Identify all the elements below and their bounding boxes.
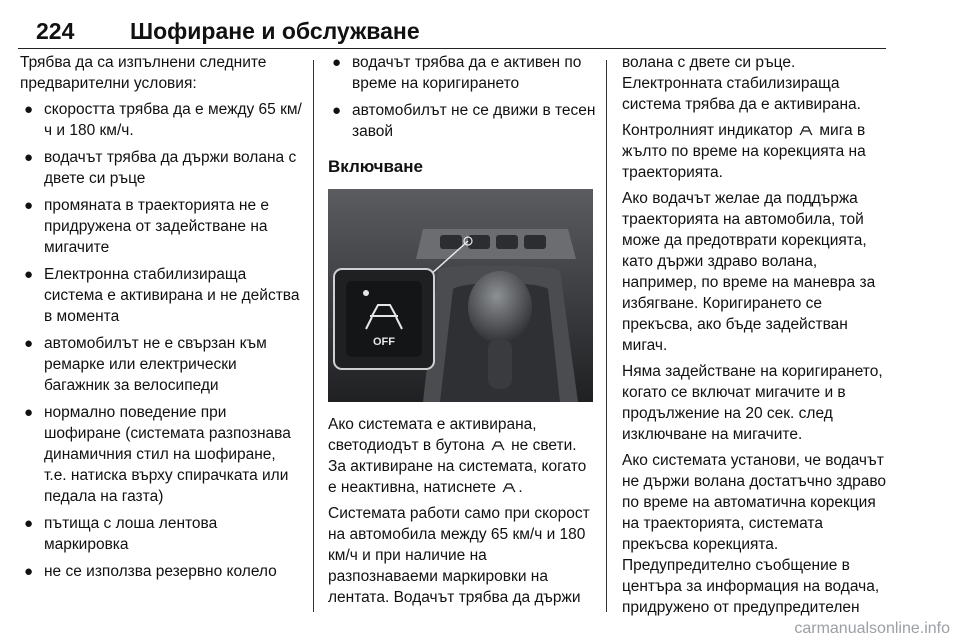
list-item — [20, 264, 302, 327]
section-heading: Включване — [328, 157, 423, 176]
watermark: carmanualsonline.info — [794, 620, 950, 637]
bullet-icon: ● — [24, 404, 34, 421]
list-item — [20, 513, 302, 555]
bullet-icon: ● — [24, 515, 34, 532]
page-number: 224 — [36, 18, 75, 44]
intro-paragraph: Трябва да са изпълнени следните предварителни условия: — [20, 54, 267, 92]
list-item — [328, 52, 598, 94]
conditions-list-continued — [328, 52, 598, 142]
bullet-icon: ● — [24, 266, 34, 283]
bullet-icon: ● — [24, 197, 34, 214]
list-item-text: нормално поведение при шофиране (системата разпознава динамичния стил на шофиране, т.е. натиска върху спирачката или педала на газта) — [44, 404, 291, 505]
column-3 — [622, 52, 888, 623]
center-console-illustration — [328, 189, 593, 402]
list-item — [20, 561, 302, 582]
list-item — [20, 195, 302, 258]
list-item-text: пътища с лоша лентова маркировка — [44, 515, 218, 553]
list-item-text: водачът трябва да държи волана с двете си ръце — [44, 149, 297, 187]
column-1 — [20, 52, 302, 588]
page-title: Шофиране и обслужване — [130, 18, 420, 44]
list-item — [328, 100, 598, 142]
paragraph-indicator — [622, 120, 888, 183]
list-item-text: Електронна стабилизираща система е активирана и не действа в момента — [44, 266, 300, 325]
paragraph-hands: волана с двете си ръце. Електронната стабилизираща система трябва да е активирана. — [622, 54, 861, 113]
list-item-text: промяната в траекторията не е придружена от задействане на мигачите — [44, 197, 270, 256]
list-item-text: водачът трябва да е активен по време на коригирането — [352, 54, 582, 92]
column-divider — [606, 60, 607, 612]
lane-keep-indicator-icon — [799, 124, 813, 136]
list-item — [20, 333, 302, 396]
paragraph-override: Ако водачът желае да поддържа траекторията на автомобила, той може да предотврати корекцията, като държи здраво волана, например, по време на маневра за избягване. Коригирането се прекъсва, ако бъде задействан мигач. — [622, 190, 876, 354]
column-divider — [313, 60, 314, 612]
paragraph-activation — [328, 414, 598, 498]
column-2 — [328, 52, 598, 613]
list-item — [20, 402, 302, 507]
lane-keep-assist-icon — [491, 439, 505, 451]
paragraph-text: . — [518, 479, 523, 496]
bullet-icon: ● — [24, 149, 34, 166]
paragraph-text: Контролният индикатор — [622, 122, 793, 139]
list-item-text: автомобилът не се движи в тесен завой — [352, 102, 596, 140]
list-item-text: автомобилът не е свързан към ремарке или електрически багажник за велосипеди — [44, 335, 267, 394]
paragraph-text: мига в жълто по време на корекцията на траекторията. — [622, 122, 866, 181]
list-item — [20, 99, 302, 141]
bullet-icon: ● — [332, 102, 342, 119]
bullet-icon: ● — [24, 335, 34, 352]
conditions-list — [20, 99, 302, 582]
list-item-text: скоростта трябва да е между 65 км/ч и 180 км/ч. — [44, 101, 302, 139]
lane-keep-assist-icon — [502, 481, 516, 493]
paragraph-speed: Системата работи само при скорост на автомобила между 65 км/ч и 180 км/ч и при наличие на разпознаваеми маркировки на лентата. Водачът трябва да държи — [328, 505, 590, 606]
bullet-icon: ● — [24, 563, 34, 580]
bullet-icon: ● — [24, 101, 34, 118]
list-item-text: не се използва резервно колело — [44, 563, 277, 580]
bullet-icon: ● — [332, 54, 342, 71]
list-item — [20, 147, 302, 189]
off-label: OFF — [373, 336, 395, 348]
paragraph-turn-signals: Няма задействане на коригирането, когато се включат мигачите и в продължение на 20 сек. след изключване на мигачите. — [622, 363, 883, 443]
page-header — [18, 14, 886, 49]
console-figure — [328, 189, 593, 402]
paragraph-text: не свети. За активиране на системата, когато е неактивна, натиснете — [328, 437, 587, 496]
paragraph-text: Ако системата е активирана, светодиодът в бутона — [328, 416, 537, 454]
paragraph-grip-warning: Ако системата установи, че водачът не държи волана достатъчно здраво по време на автоматична корекция на траекторията, системата прекъсва корекцията. Предупредително съобщение в центъра за информация на водача, придружено от предупредителен — [622, 452, 887, 616]
